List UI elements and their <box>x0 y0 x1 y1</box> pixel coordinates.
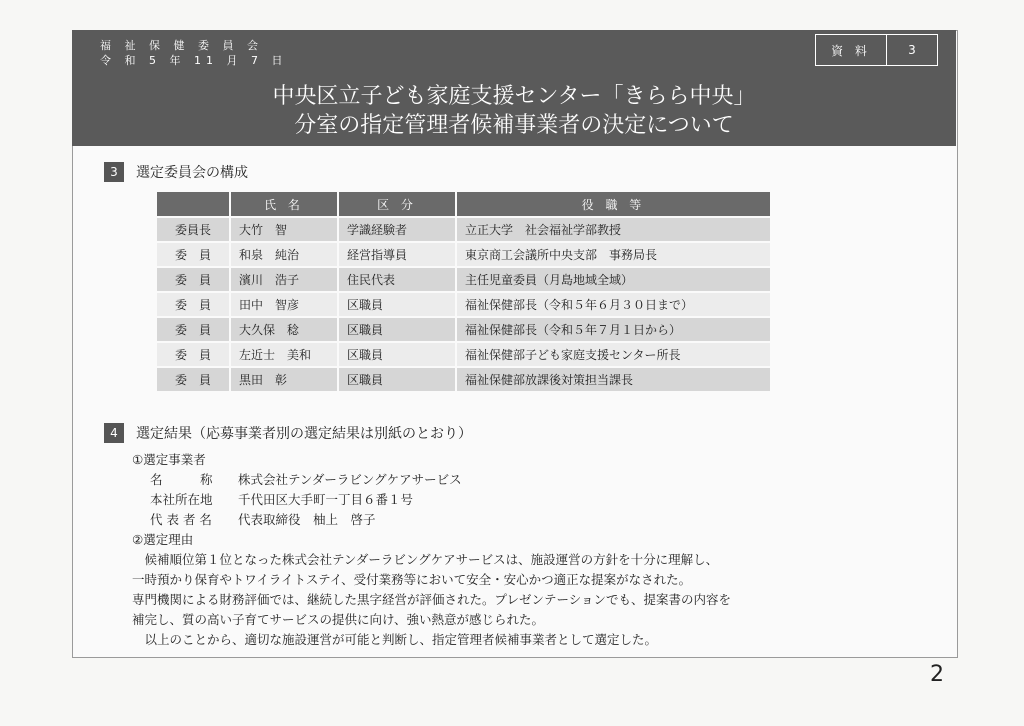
cell-role: 委 員 <box>157 243 231 268</box>
title-line-1: 中央区立子ども家庭支援センター「きらら中央」 <box>272 84 756 109</box>
section-3-heading <box>104 162 248 182</box>
cell-name: 和泉 純治 <box>231 243 339 268</box>
table-row <box>157 268 772 293</box>
selection-result <box>132 450 932 650</box>
section-4-heading <box>104 423 472 443</box>
section-title: 選定委員会の構成 <box>136 165 248 181</box>
column-header-title: 役 職 等 <box>457 192 772 218</box>
cell-category: 学識経験者 <box>339 218 457 243</box>
cell-name: 田中 智彦 <box>231 293 339 318</box>
cell-name: 大竹 智 <box>231 218 339 243</box>
reason-line: 専門機関による財務評価では、継続した黒字経営が評価された。プレゼンテーションでも、提案書の内容を <box>132 592 732 607</box>
cell-name: 左近士 美和 <box>231 343 339 368</box>
cell-category: 経営指導員 <box>339 243 457 268</box>
title-line-2: 分室の指定管理者候補事業者の決定について <box>294 113 734 138</box>
table-row <box>157 293 772 318</box>
document-title <box>72 82 956 140</box>
cell-category: 区職員 <box>339 343 457 368</box>
operator-address-value: 千代田区大手町一丁目６番１号 <box>238 492 414 507</box>
cell-title: 福祉保健部子ども家庭支援センター所長 <box>457 343 772 368</box>
doc-label: 資 料 <box>816 35 887 65</box>
cell-title: 福祉保健部長（令和５年６月３０日まで） <box>457 293 772 318</box>
cell-category: 住民代表 <box>339 268 457 293</box>
cell-title: 福祉保健部長（令和５年７月１日から） <box>457 318 772 343</box>
operator-rep-key: 代 表 者 名 <box>150 512 212 527</box>
operator-rep-value: 代表取締役 柚上 啓子 <box>238 512 376 527</box>
cell-category: 区職員 <box>339 368 457 393</box>
column-header-name: 氏 名 <box>231 192 339 218</box>
committee-info <box>100 38 287 68</box>
table-row <box>157 318 772 343</box>
table-row <box>157 218 772 243</box>
committee-name: 福 祉 保 健 委 員 会 <box>100 39 263 52</box>
table-row <box>157 343 772 368</box>
selected-operator-label: ①選定事業者 <box>132 452 206 467</box>
cell-category: 区職員 <box>339 318 457 343</box>
document-number-box <box>815 34 938 66</box>
reason-line: 補完し、質の高い子育てサービスの提供に向け、強い熱意が感じられた。 <box>132 612 545 627</box>
operator-name-key: 名 称 <box>150 472 213 487</box>
table-row <box>157 368 772 393</box>
cell-role: 委 員 <box>157 368 231 393</box>
doc-number: 3 <box>908 43 916 57</box>
cell-category: 区職員 <box>339 293 457 318</box>
cell-title: 主任児童委員（月島地域全域） <box>457 268 772 293</box>
operator-name-row <box>132 470 932 490</box>
page-number: 2 <box>930 662 944 687</box>
reason-line: 以上のことから、適切な施設運営が可能と判断し、指定管理者候補事業者として選定した。 <box>132 632 658 647</box>
section-number-badge: 3 <box>104 162 124 182</box>
operator-address-row <box>132 490 932 510</box>
meeting-date: 令 和 5 年 11 月 7 日 <box>100 54 288 67</box>
operator-name-value: 株式会社テンダーラビングケアサービス <box>238 472 462 487</box>
cell-role: 委 員 <box>157 318 231 343</box>
section-title: 選定結果（応募事業者別の選定結果は別紙のとおり） <box>136 426 472 442</box>
cell-name: 濱川 浩子 <box>231 268 339 293</box>
cell-role: 委員長 <box>157 218 231 243</box>
operator-address-key: 本社所在地 <box>150 492 213 507</box>
cell-role: 委 員 <box>157 293 231 318</box>
cell-role: 委 員 <box>157 268 231 293</box>
cell-role: 委 員 <box>157 343 231 368</box>
table-row <box>157 243 772 268</box>
cell-name: 大久保 稔 <box>231 318 339 343</box>
cell-title: 立正大学 社会福祉学部教授 <box>457 218 772 243</box>
cell-title: 福祉保健部放課後対策担当課長 <box>457 368 772 393</box>
table-header-row <box>157 192 772 218</box>
cell-name: 黒田 彰 <box>231 368 339 393</box>
column-header-category: 区 分 <box>339 192 457 218</box>
document-header <box>72 30 956 146</box>
operator-rep-row <box>132 510 932 530</box>
cell-title: 東京商工会議所中央支部 事務局長 <box>457 243 772 268</box>
committee-table <box>157 192 772 393</box>
selection-reason-label: ②選定理由 <box>132 532 194 547</box>
reason-line: 一時預かり保育やトワイライトステイ、受付業務等において安全・安心かつ適正な提案がなされた。 <box>132 572 692 587</box>
reason-line: 候補順位第１位となった株式会社テンダーラビングケアサービスは、施設運営の方針を十分に理解し、 <box>132 552 719 567</box>
column-header-role <box>157 192 231 218</box>
section-number-badge: 4 <box>104 423 124 443</box>
